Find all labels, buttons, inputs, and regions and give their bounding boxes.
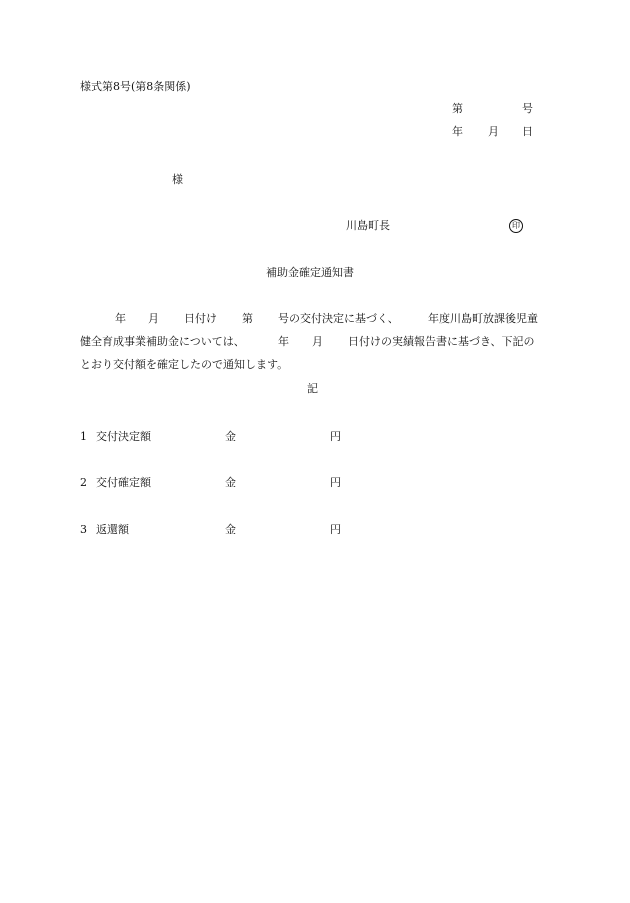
body-line2-year: 年: [278, 335, 289, 348]
doc-number-suffix: 号: [522, 102, 533, 115]
body-line1-no-prefix: 第: [242, 312, 253, 325]
body-line1-rest2: 年度川島町放課後児童: [428, 312, 538, 325]
item-3-kin: 金: [225, 523, 236, 536]
body-line2-rest: 日付けの実績報告書に基づき、下記の: [348, 335, 535, 348]
body-line2-start: 健全育成事業補助金については、: [80, 335, 245, 348]
form-number: 様式第8号(第8条関係): [80, 80, 191, 93]
body-line2-month: 月: [312, 335, 323, 348]
body-line1-dated: 日付け: [184, 312, 217, 325]
document-title: 補助金確定通知書: [266, 266, 354, 279]
item-3-label: 返還額: [96, 523, 129, 536]
date-month: 月: [488, 125, 499, 138]
item-2-label: 交付確定額: [96, 476, 151, 489]
item-1-yen: 円: [330, 430, 341, 443]
addressee-honorific: 様: [172, 173, 183, 186]
body-line1-rest: 号の交付決定に基づく、: [278, 312, 399, 325]
date-day: 日: [522, 125, 533, 138]
doc-number-prefix: 第: [452, 102, 463, 115]
item-1-label: 交付決定額: [96, 430, 151, 443]
date-year: 年: [452, 125, 463, 138]
body-line1-month: 月: [148, 312, 159, 325]
body-line3: とおり交付額を確定したので通知します。: [80, 358, 289, 371]
seal-mark: 印: [509, 219, 523, 233]
item-2-yen: 円: [330, 476, 341, 489]
sender-title: 川島町長: [346, 219, 390, 232]
body-line1-year: 年: [115, 312, 126, 325]
item-1-number: 1: [80, 430, 87, 443]
item-3-yen: 円: [330, 523, 341, 536]
item-3-number: 3: [80, 523, 87, 536]
ki-heading: 記: [307, 382, 318, 395]
item-2-kin: 金: [225, 476, 236, 489]
item-1-kin: 金: [225, 430, 236, 443]
item-2-number: 2: [80, 476, 87, 489]
